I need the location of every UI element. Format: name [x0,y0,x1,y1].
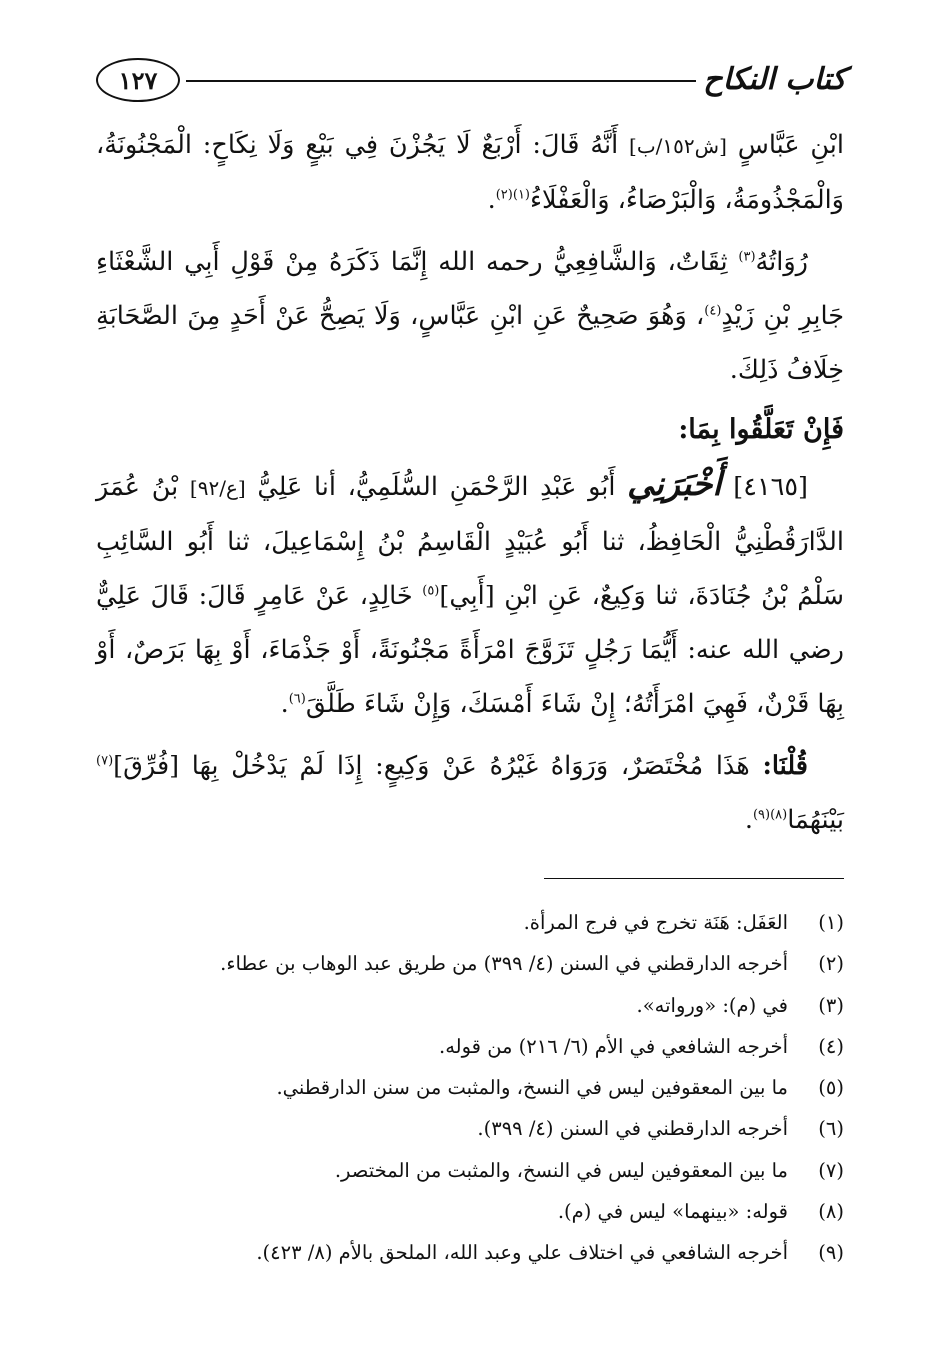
section-heading: فَإِنْ تَعَلَّقُوا بِمَا: [678,414,844,445]
p4-text-a: هَذَا مُخْتَصَرٌ، وَرَوَاهُ غَيْرُهُ عَنْ وَكِيعٍ: إِذَا لَمْ يَدْخُلْ بِهَا [فُرِّقَ] [113,751,763,781]
main-text [96,118,844,847]
footnote-item [96,943,844,984]
p1-text-c: . [487,185,496,215]
p4-lead-word: قُلْنَا: [762,751,808,781]
p3-text-c: خَالِدٍ، عَنْ عَامِرٍ قَالَ: قَالَ عَلِيٌّ رضي الله عنه: أَيُّمَا رَجُلٍ تَزَوَّجَ امْرَأَةً مَجْنُونَةً، أَوْ جَذْمَاءَ، أَوْ بِهَا بَرَصٌ، أَوْ بِهَا قَرْنٌ، فَهِيَ امْرَأَتُهُ؛ إِنْ شَاءَ أَمْسَكَ، وَإِنْ شَاءَ طَلَّقَ [96,581,844,719]
p3-footnote-ref-2[interactable]: (٦) [288,691,306,707]
p3-text-b: بْنُ عُمَرَ الدَّارَقُطْنِيُّ الْحَافِظُ، ثنا أَبُو عُبَيْدٍ الْقَاسِمُ بْنُ إِسْمَاعِيلَ، ثنا أَبُو السَّائِبِ سَلْمُ بْنُ جُنَادَةَ، ثنا وَكِيعٌ، عَنِ ابْنِ [أَبِي] [96,472,844,611]
footnote-item [96,1150,844,1191]
p2-text-c: ، وَهُوَ صَحِيحٌ عَنِ ابْنِ عَبَّاسٍ، وَلَا يَصِحُّ عَنْ أَحَدٍ مِنَ الصَّحَابَةِ خِلَافُ ذَلِكَ. [96,301,844,385]
footnotes [96,902,844,1274]
footnote-text: في (م): «ورواته». [636,993,788,1017]
footnote-item [96,1067,844,1108]
footnote-item [96,902,844,943]
p2-footnote-ref-2[interactable]: (٤) [704,303,722,319]
page-number-badge [96,58,180,102]
paragraph-1 [96,118,844,227]
p3-manuscript-ref: [ع/٩٢] [189,476,246,500]
footnote-number: (١) [818,911,844,934]
footnote-item [96,985,844,1026]
footnote-number: (٧) [818,1158,844,1182]
paragraph-2 [96,235,844,397]
footnote-number: (٨) [818,1200,844,1224]
p1-manuscript-ref: [ش١٥٢/ب] [629,134,727,158]
footnote-number: (٣) [818,993,844,1017]
p2-footnote-ref-1[interactable]: (٣) [738,249,756,265]
page-header [96,58,846,106]
header-rule [186,80,696,82]
p3-text-d: . [280,689,289,719]
hadith-number: [٤١٦٥] [721,472,808,502]
p4-text-b: بَيْنَهُمَا [787,805,844,835]
footnote-text: أخرجه الشافعي في اختلاف علي وعبد الله، الملحق بالأم (٨/ ٤٢٣). [256,1241,788,1265]
footnote-item [96,1108,844,1149]
p4-footnote-ref-1[interactable]: (٧) [96,753,114,769]
footnote-number: (٦) [818,1117,844,1141]
footnote-text: العَفَل: هَنَة تخرج في فرج المرأة. [523,911,788,934]
p1-text-a: ابْنِ عَبَّاسٍ [726,130,844,160]
p3-text-a: أَبُو عَبْدِ الرَّحْمَنِ السُّلَمِيُّ، أنا عَلِيُّ [245,472,628,502]
footnote-text: أخرجه الدارقطني في السنن (٤/ ٣٩٩) من طريق عبد الوهاب بن عطاء. [220,952,788,976]
paragraph-3 [96,457,844,731]
footnote-separator [544,878,844,879]
book-title: كتاب النكاح [703,62,846,97]
p2-text-a: رُوَاتُهُ [755,247,808,277]
footnote-text: ما بين المعقوفين ليس في النسخ، والمثبت من المختصر. [334,1158,788,1182]
p4-text-c: . [744,805,753,835]
footnote-item [96,1191,844,1232]
footnote-number: (٤) [818,1034,844,1058]
p1-footnote-ref[interactable]: (١)(٢) [495,187,530,203]
footnote-text: ما بين المعقوفين ليس في النسخ، والمثبت من سنن الدارقطني. [276,1076,788,1100]
footnote-number: (٢) [818,952,844,976]
page-number: ١٢٧ [118,65,158,95]
p2-text-b: ثِقَاتٌ، وَالشَّافِعِيُّ رحمه الله إِنَّمَا ذَكَرَهُ مِنْ قَوْلِ أَبِي الشَّعْثَاءِ جَابِرِ بْنِ زَيْدٍ [96,247,845,331]
footnote-text: أخرجه الشافعي في الأم (٦/ ٢١٦) من قوله. [439,1034,788,1058]
footnote-item [96,1026,844,1067]
footnote-number: (٩) [818,1241,844,1265]
p1-text-b: أَنَّهُ قَالَ: أَرْبَعٌ لَا يَجُزْنَ فِي بَيْعٍ وَلَا نِكَاحٍ: الْمَجْنُونَةُ، وَالْمَجْذُومَةُ، وَالْبَرْصَاءُ، وَالْعَفْلَاءُ [96,130,844,215]
footnote-number: (٥) [818,1076,844,1100]
p3-footnote-ref-1[interactable]: (٥) [422,583,440,599]
paragraph-4 [96,739,844,847]
footnote-text: قوله: «بينهما» ليس في (م). [557,1200,788,1224]
p3-lead-word: أَخْبَرَنِي [627,464,722,503]
footnote-item [96,1232,844,1273]
p4-footnote-ref-2[interactable]: (٨)(٩) [752,807,788,823]
footnote-text: أخرجه الدارقطني في السنن (٤/ ٣٩٩). [477,1117,788,1141]
